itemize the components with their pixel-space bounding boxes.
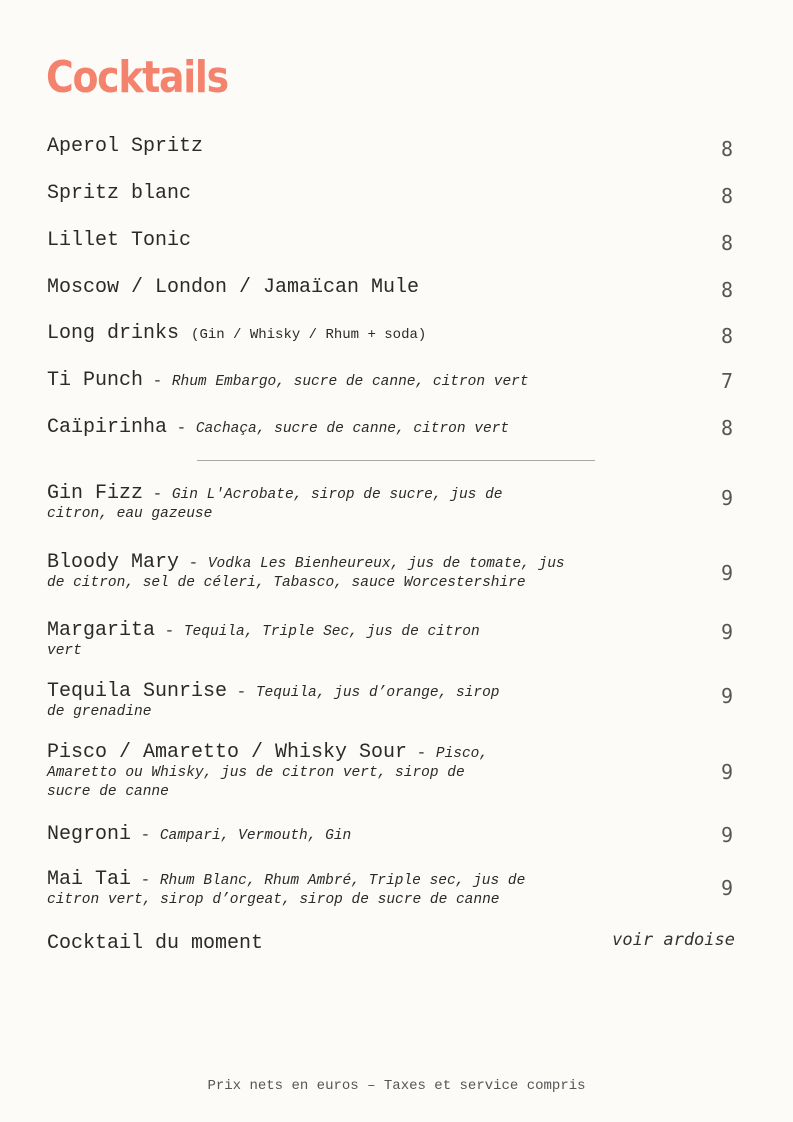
item-name: Long drinks — [47, 322, 180, 345]
item-price: 8 — [720, 137, 733, 161]
item-name: Mai Tai — [47, 868, 132, 891]
item-description: Rhum Blanc, Rhum Ambré, Triple sec, jus de — [159, 873, 526, 889]
item-description: Rhum Embargo, sucre de canne, citron vert — [171, 374, 529, 390]
item-name: Bloody Mary — [47, 551, 180, 574]
item-dash: - — [167, 419, 196, 437]
item-price: 8 — [720, 324, 733, 348]
item-description-line3: sucre de canne — [47, 784, 169, 800]
item-description: Pisco, — [435, 746, 489, 762]
item-dash: - — [131, 826, 160, 844]
item-name: Gin Fizz — [47, 482, 144, 505]
item-description-line2: de citron, sel de céleri, Tabasco, sauce Worcestershire — [47, 575, 526, 591]
item-note: (Gin / Whisky / Rhum + soda) — [191, 327, 427, 343]
item-name: Lillet Tonic — [47, 229, 192, 252]
item-dash: - — [407, 744, 436, 762]
item-name: Ti Punch — [47, 369, 144, 392]
footer-note: Prix nets en euros – Taxes et service compris — [207, 1078, 586, 1094]
item-price: 9 — [720, 620, 733, 644]
menu-item-mule — [47, 276, 735, 302]
item-name: Spritz blanc — [47, 182, 192, 205]
item-description-line2: citron vert, sirop d’orgeat, sirop de sucre de canne — [47, 892, 500, 908]
item-description-line2: de grenadine — [47, 704, 152, 720]
item-name: Negroni — [47, 823, 132, 846]
item-dash: - — [179, 554, 208, 572]
item-price: 8 — [720, 231, 733, 255]
menu-item-cocktail-du-moment — [47, 930, 735, 955]
item-dash: - — [227, 683, 256, 701]
item-dash: - — [131, 871, 160, 889]
menu-item-spritz-blanc — [47, 182, 735, 208]
item-dash: - — [155, 622, 184, 640]
menu-item-margarita — [47, 621, 735, 661]
menu-item-negroni — [47, 825, 735, 846]
menu-item-long-drinks — [47, 322, 735, 348]
item-price: 9 — [720, 486, 733, 510]
item-dash: - — [143, 372, 172, 390]
item-name: Margarita — [47, 619, 156, 642]
item-name: Aperol Spritz — [47, 135, 204, 158]
item-description: Cachaça, sucre de canne, citron vert — [195, 421, 510, 437]
item-price: 8 — [720, 416, 733, 440]
item-price: 9 — [720, 561, 733, 585]
item-name: Moscow / London / Jamaïcan Mule — [47, 276, 420, 299]
item-description-line2: vert — [47, 643, 82, 659]
page-title: Cocktails — [46, 52, 228, 103]
item-dash: - — [143, 485, 172, 503]
item-name: Caïpirinha — [47, 416, 168, 439]
item-description: Tequila, Triple Sec, jus de citron — [183, 624, 480, 640]
item-price: 9 — [720, 684, 733, 708]
item-price: 8 — [720, 278, 733, 302]
item-price: voir ardoise — [612, 930, 735, 950]
menu-item-bloody-mary — [47, 553, 735, 593]
menu-item-caipirinha — [47, 418, 735, 439]
menu-item-aperol-spritz — [47, 135, 735, 161]
menu-item-ti-punch — [47, 371, 735, 392]
item-price: 8 — [720, 184, 733, 208]
item-description: Campari, Vermouth, Gin — [159, 828, 352, 844]
item-description: Vodka Les Bienheureux, jus de tomate, jus — [207, 556, 565, 572]
section-divider — [197, 460, 595, 461]
item-description-line2: citron, eau gazeuse — [47, 506, 213, 522]
menu-item-mai-tai — [47, 870, 735, 910]
item-description-line2: Amaretto ou Whisky, jus de citron vert, sirop de — [47, 765, 465, 781]
item-price: 7 — [720, 369, 733, 393]
item-name: Cocktail du moment — [47, 932, 264, 955]
item-price: 9 — [720, 760, 733, 784]
menu-item-sour — [47, 743, 735, 802]
item-name: Pisco / Amaretto / Whisky Sour — [47, 741, 408, 764]
item-price: 9 — [720, 876, 733, 900]
menu-item-gin-fizz — [47, 484, 735, 524]
item-description: Tequila, jus d’orange, sirop — [255, 685, 500, 701]
item-description: Gin L'Acrobate, sirop de sucre, jus de — [171, 487, 503, 503]
menu-item-tequila-sunrise — [47, 682, 735, 722]
item-name: Tequila Sunrise — [47, 680, 228, 703]
menu-item-lillet-tonic — [47, 229, 735, 255]
item-price: 9 — [720, 823, 733, 847]
